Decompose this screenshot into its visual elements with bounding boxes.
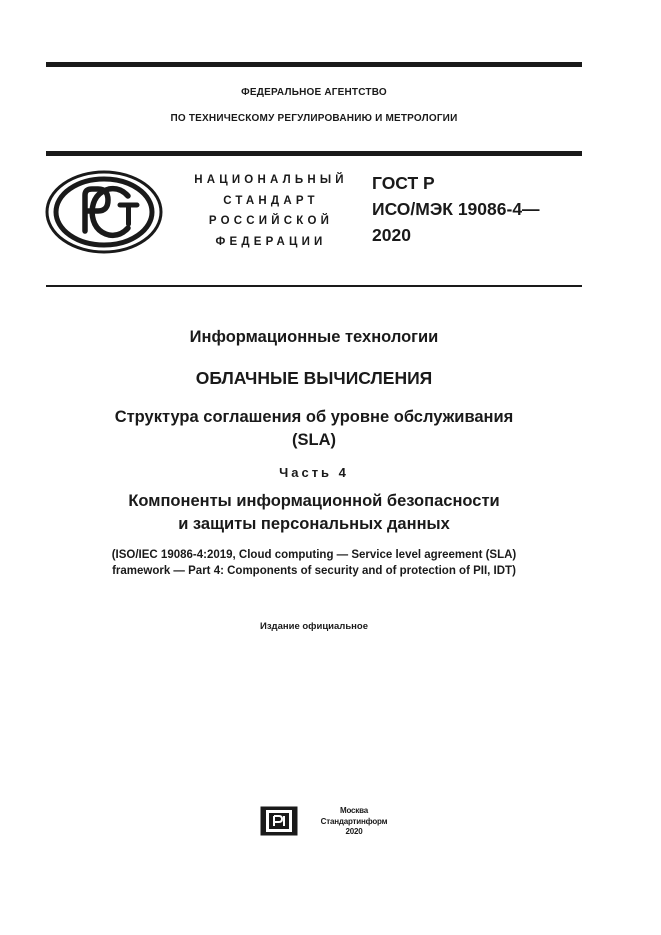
rst-certification-logo-icon [45, 170, 163, 259]
gost-line-2: ИСО/МЭК 19086-4— [372, 199, 540, 219]
national-line-2: СТАНДАРТ [223, 194, 319, 207]
middle-rule [46, 151, 582, 156]
structure-line-1: Структура соглашения об уровне обслуживания [114, 408, 514, 426]
components-line-2: и защиты персональных данных [178, 515, 450, 533]
gost-line-3: 2020 [372, 225, 411, 245]
subject-title: Информационные технологии [189, 328, 439, 346]
iso-reference [46, 548, 582, 579]
top-rule [46, 62, 582, 67]
publisher-name: Стандартинформ [320, 816, 388, 826]
national-standard-label [176, 170, 366, 252]
national-line-1: НАЦИОНАЛЬНЫЙ [194, 174, 348, 186]
publisher-city: Москва [340, 806, 368, 815]
iso-line-1: (ISO/IEC 19086-4:2019, Cloud computing — Service level agreement (SLA) [111, 549, 517, 561]
components-title [46, 490, 582, 536]
national-line-4: ФЕДЕРАЦИИ [215, 235, 327, 248]
standartinform-logo-icon [260, 806, 298, 841]
gost-designation [372, 170, 540, 248]
agency-line-1: ФЕДЕРАЛЬНОЕ АГЕНТСТВО [241, 87, 387, 98]
components-line-1: Компоненты информационной безопасности [128, 492, 500, 510]
publisher-imprint [304, 806, 404, 838]
structure-title [46, 406, 582, 452]
edition-label: Издание официальное [260, 621, 368, 632]
bottom-rule [46, 285, 582, 287]
national-line-3: РОССИЙСКОЙ [208, 215, 334, 227]
iso-line-2: framework — Part 4: Components of security and of protection of PII, IDT) [112, 564, 516, 577]
main-title: ОБЛАЧНЫЕ ВЫЧИСЛЕНИЯ [195, 368, 433, 388]
structure-line-2: (SLA) [292, 431, 336, 449]
gost-line-1: ГОСТ Р [372, 173, 435, 193]
agency-line-2: ПО ТЕХНИЧЕСКОМУ РЕГУЛИРОВАНИЮ И МЕТРОЛОГИИ [170, 113, 458, 124]
part-label: Часть 4 [279, 465, 349, 480]
publisher-year: 2020 [345, 827, 363, 836]
